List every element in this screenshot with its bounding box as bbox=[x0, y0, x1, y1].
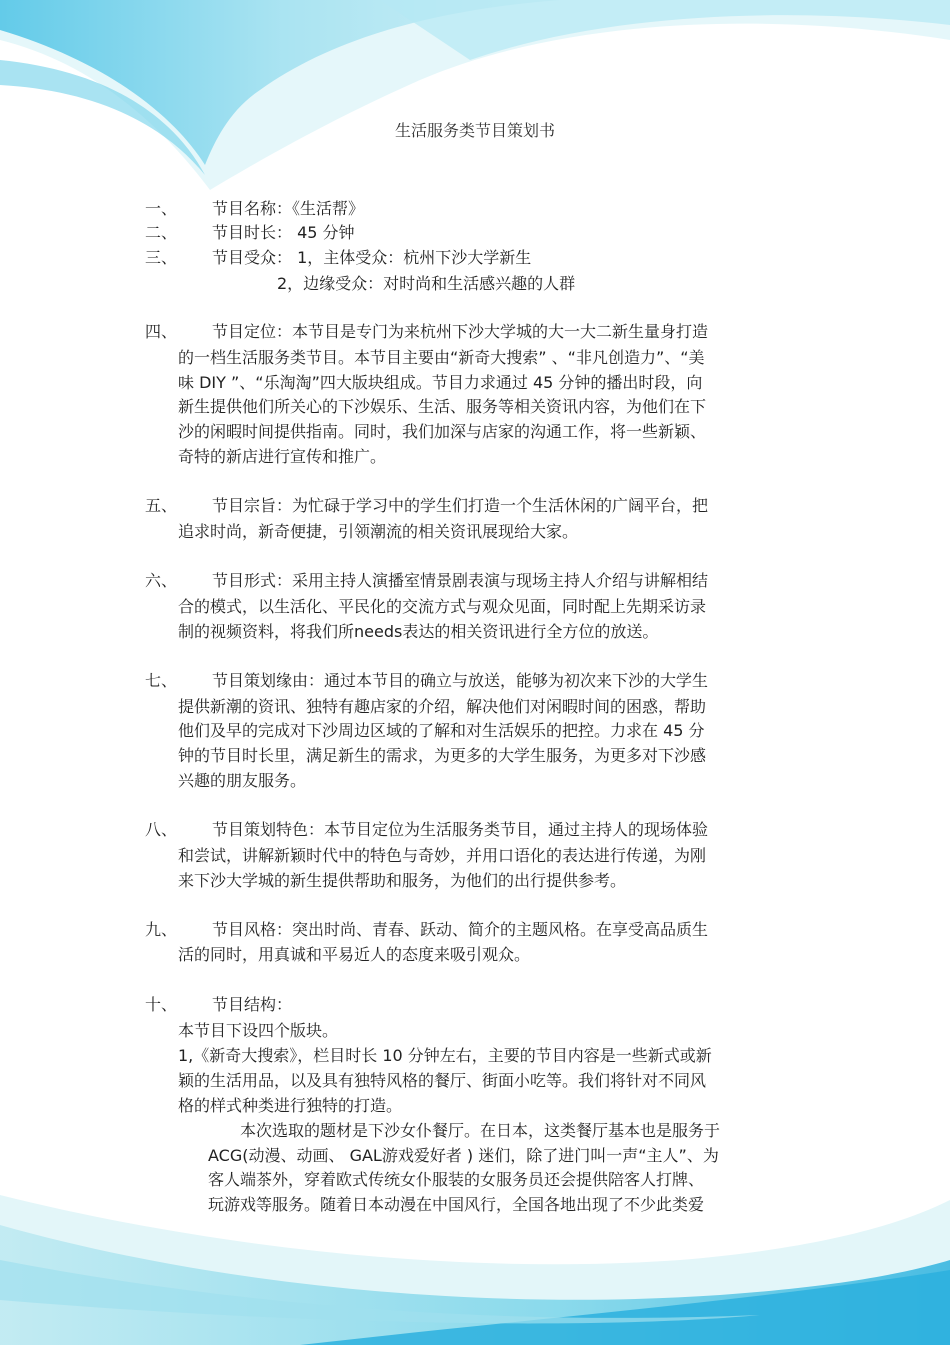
section-7-line: 他们及早的完成对下沙周边区域的了解和对生活娱乐的把控。力求在 45 分 bbox=[178, 721, 705, 740]
section-4-line: 的一档生活服务类节目。本节目主要由“新奇大搜索” 、“非凡创造力”、“美 bbox=[178, 348, 705, 367]
section-1-line: 节目名称：《生活帮》 bbox=[212, 199, 365, 218]
section-5-line: 追求时尚，新奇便捷，引领潮流的相关资讯展现给大家。 bbox=[178, 522, 579, 541]
section-10-line: 本次选取的题材是下沙女仆餐厅。在日本，这类餐厅基本也是服务于 bbox=[240, 1121, 721, 1140]
section-8-line: 来下沙大学城的新生提供帮助和服务，为他们的出行提供参考。 bbox=[178, 871, 627, 890]
section-7-line: 提供新潮的资讯、独特有趣店家的介绍，解决他们对闲暇时间的困惑，帮助 bbox=[178, 697, 707, 716]
section-9-number: 九、 bbox=[145, 920, 178, 939]
section-6-line: 制的视频资料，将我们所needs表达的相关资讯进行全方位的放送。 bbox=[178, 622, 659, 641]
section-3-line: 节目受众： 1，主体受众：杭州下沙大学新生 bbox=[212, 248, 532, 267]
section-4-line: 节目定位：本节目是专门为来杭州下沙大学城的大一大二新生量身打造 bbox=[212, 322, 709, 341]
section-7-number: 七、 bbox=[145, 671, 178, 690]
section-8-line: 和尝试，讲解新颖时代中的特色与奇妙，并用口语化的表达进行传递，为刚 bbox=[178, 846, 707, 865]
document-title: 生活服务类节目策划书 bbox=[394, 121, 555, 140]
section-7-line: 钟的节目时长里，满足新生的需求，为更多的大学生服务，为更多对下沙感 bbox=[178, 746, 707, 765]
section-10-line: 玩游戏等服务。随着日本动漫在中国风行，全国各地出现了不少此类爱 bbox=[208, 1195, 705, 1214]
section-6-number: 六、 bbox=[145, 571, 178, 590]
section-6-line: 节目形式：采用主持人演播室情景剧表演与现场主持人介绍与讲解相结 bbox=[212, 571, 709, 590]
section-9-line: 活的同时，用真诚和平易近人的态度来吸引观众。 bbox=[178, 945, 531, 964]
section-3-line: 2，边缘受众：对时尚和生活感兴趣的人群 bbox=[277, 274, 576, 293]
section-3-number: 三、 bbox=[145, 248, 178, 267]
section-4-line: 奇特的新店进行宣传和推广。 bbox=[178, 447, 387, 466]
section-2-number: 二、 bbox=[145, 223, 178, 242]
section-10-line: 节目结构： bbox=[212, 995, 293, 1014]
section-10-line: 本节目下设四个版块。 bbox=[178, 1021, 339, 1040]
section-4-line: 新生提供他们所关心的下沙娱乐、生活、服务等相关资讯内容，为他们在下 bbox=[178, 397, 707, 416]
section-1-number: 一、 bbox=[145, 199, 178, 218]
section-8-line: 节目策划特色：本节目定位为生活服务类节目，通过主持人的现场体验 bbox=[212, 820, 709, 839]
section-5-number: 五、 bbox=[145, 496, 178, 515]
section-10-number: 十、 bbox=[145, 995, 178, 1014]
section-9-line: 节目风格：突出时尚、青春、跃动、简介的主题风格。在享受高品质生 bbox=[212, 920, 709, 939]
section-10-line: 客人端茶外，穿着欧式传统女仆服装的女服务员还会提供陪客人打牌、 bbox=[208, 1170, 705, 1189]
section-7-line: 兴趣的朋友服务。 bbox=[178, 771, 307, 790]
section-4-line: 味 DIY ”、“乐淘淘”四大版块组成。节目力求通过 45 分钟的播出时段，向 bbox=[178, 373, 703, 392]
section-4-line: 沙的闲暇时间提供指南。同时，我们加深与店家的沟通工作，将一些新颖、 bbox=[178, 422, 707, 441]
section-7-line: 节目策划缘由：通过本节目的确立与放送，能够为初次来下沙的大学生 bbox=[212, 671, 709, 690]
section-10-line: 颖的生活用品，以及具有独特风格的餐厅、街面小吃等。我们将针对不同风 bbox=[178, 1071, 707, 1090]
section-10-line: 格的样式种类进行独特的打造。 bbox=[178, 1096, 403, 1115]
section-8-number: 八、 bbox=[145, 820, 178, 839]
section-10-line: 1,《新奇大搜索》，栏目时长 10 分钟左右，主要的节目内容是一些新式或新 bbox=[178, 1046, 712, 1065]
section-2-line: 节目时长： 45 分钟 bbox=[212, 223, 355, 242]
section-10-line: ACG(动漫、动画、 GAL游戏爱好者 ) 迷们，除了进门叫一声“主人”、为 bbox=[208, 1146, 719, 1165]
section-5-line: 节目宗旨：为忙碌于学习中的学生们打造一个生活休闲的广阔平台，把 bbox=[212, 496, 709, 515]
section-4-number: 四、 bbox=[145, 322, 178, 341]
section-6-line: 合的模式，以生活化、平民化的交流方式与观众见面，同时配上先期采访录 bbox=[178, 597, 707, 616]
